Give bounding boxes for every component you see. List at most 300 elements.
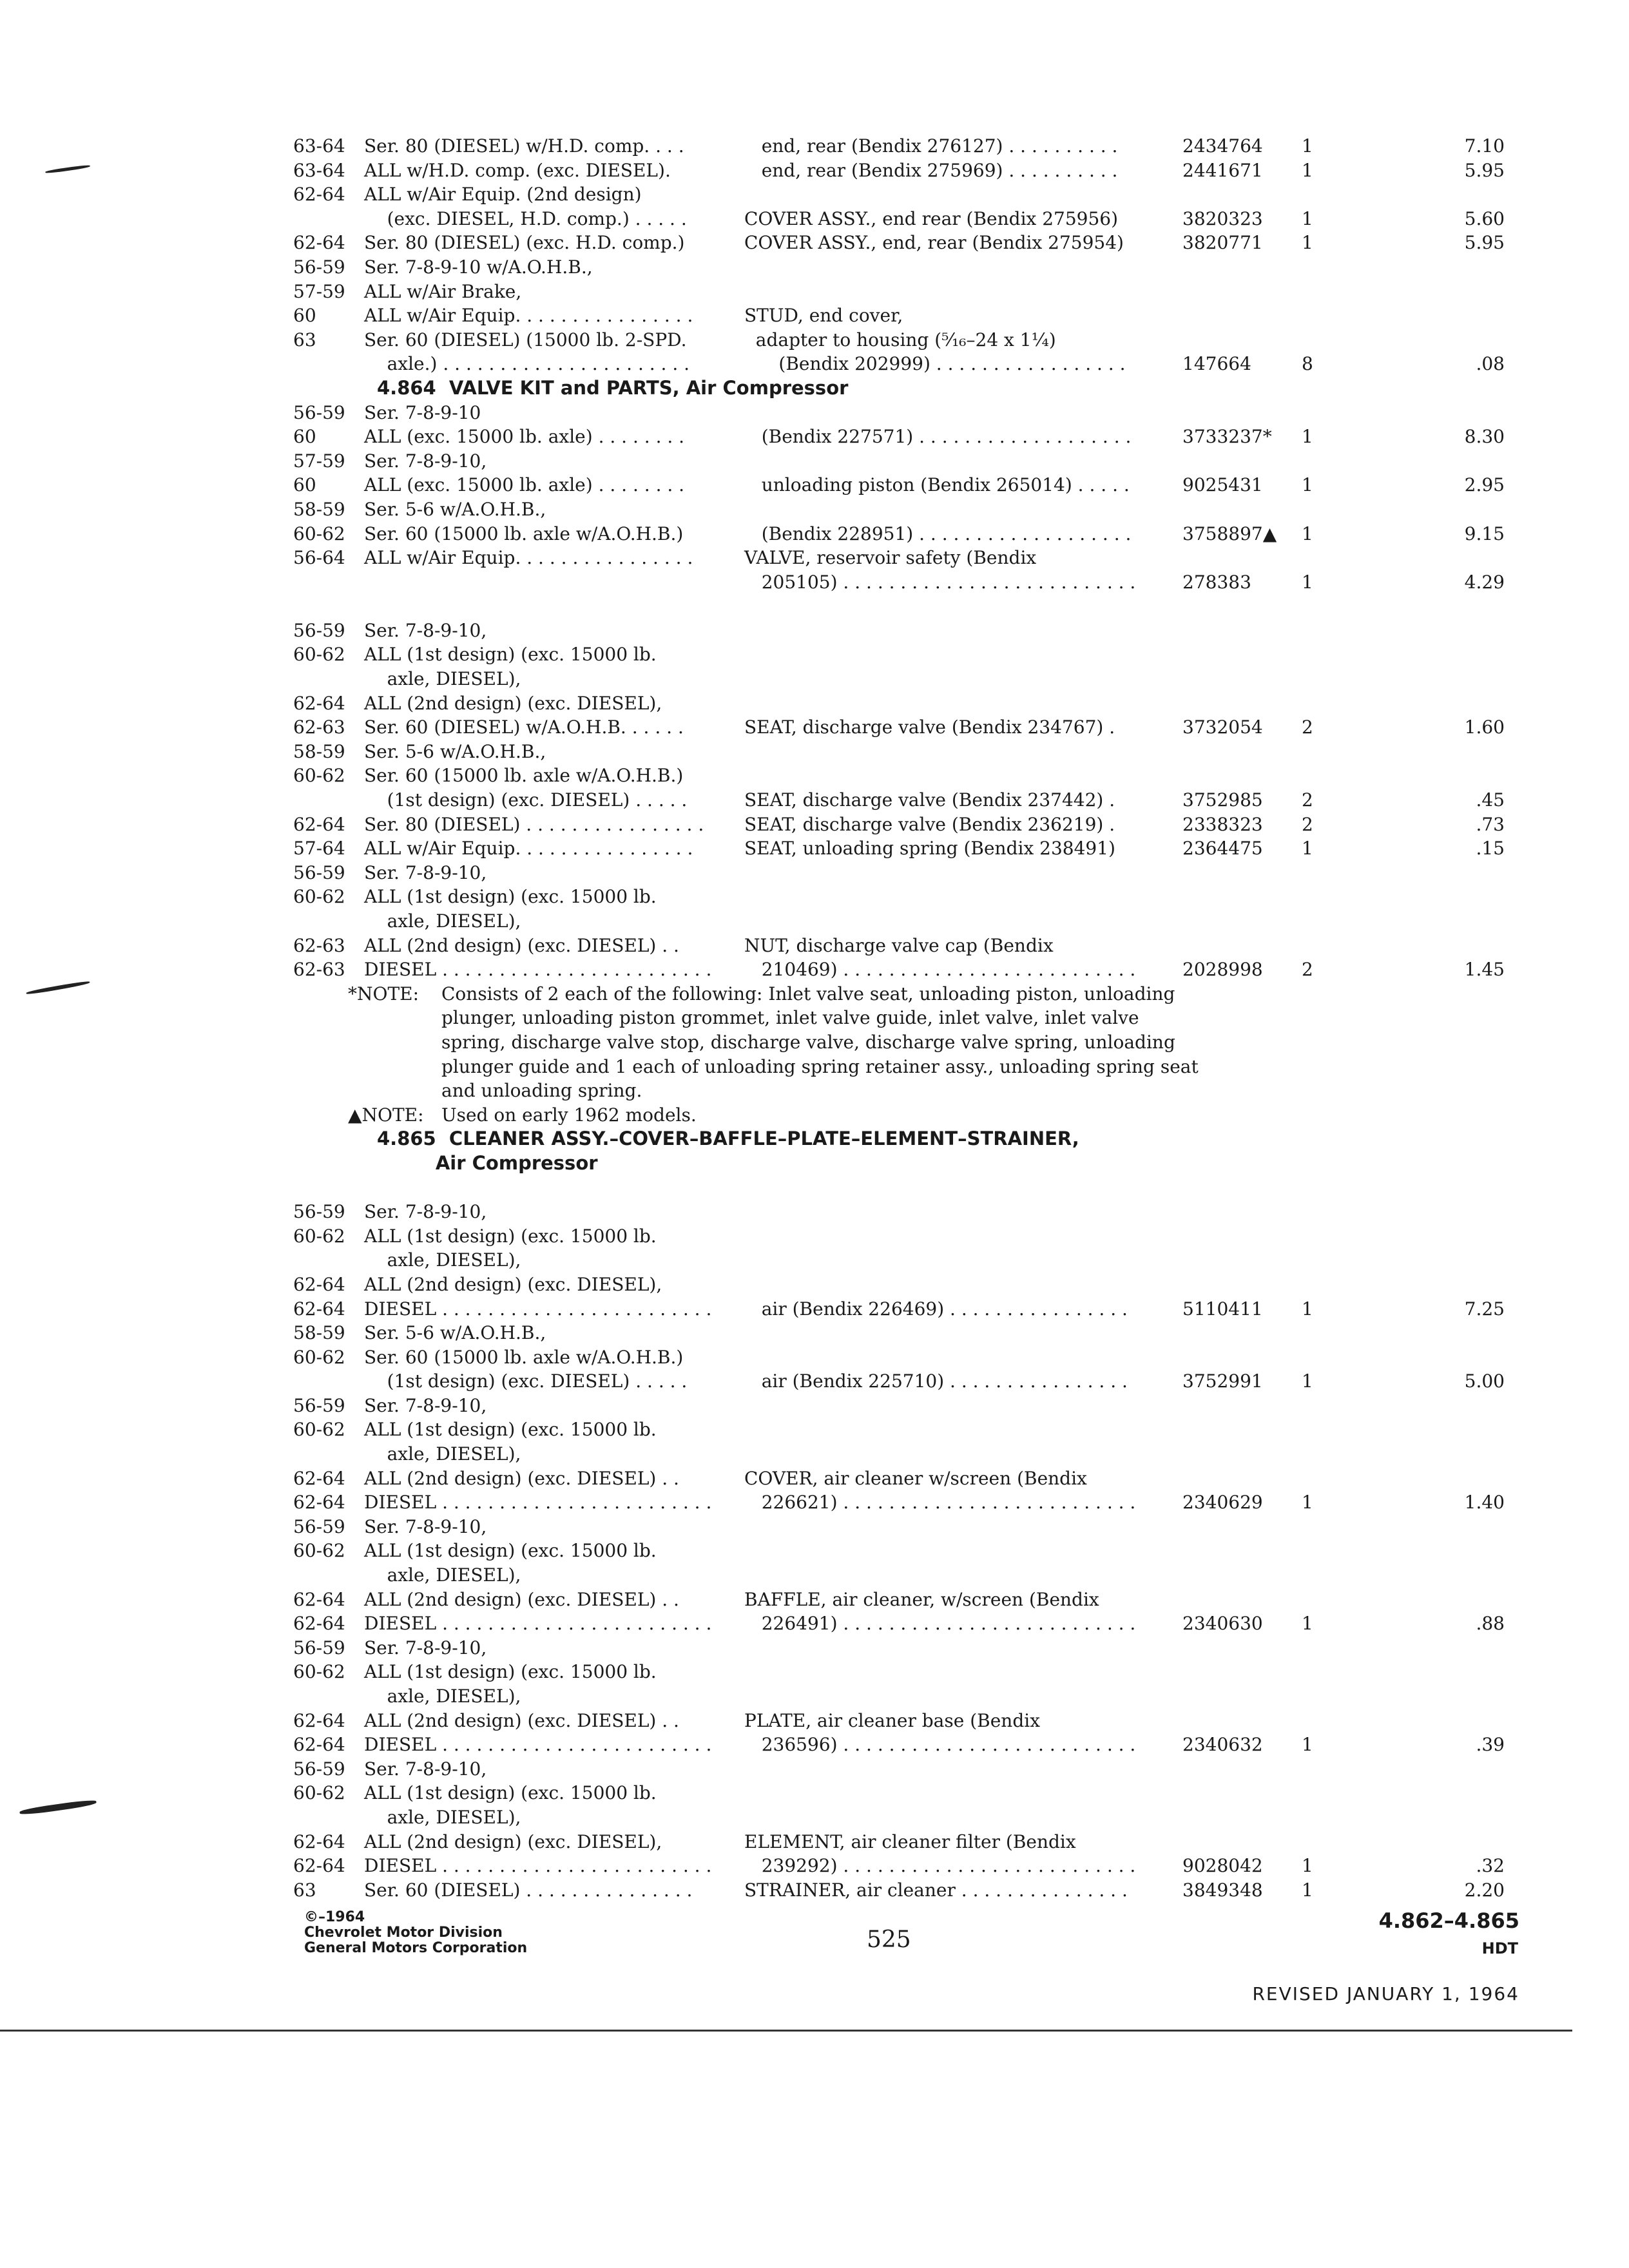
model-years: 62-63 bbox=[293, 934, 345, 956]
application: Ser. 7-8-9-10, bbox=[364, 619, 487, 641]
model-years: 62-64 bbox=[293, 1298, 345, 1320]
table-row bbox=[293, 1297, 1530, 1321]
application: DIESEL . . . . . . . . . . . . . . . . . . . . . . . . bbox=[364, 959, 712, 981]
part-number: 2340629 bbox=[1182, 1492, 1263, 1514]
corporation-name: General Motors Corporation bbox=[304, 1940, 528, 1956]
model-years: 60-62 bbox=[293, 1661, 345, 1683]
part-name: COVER, air cleaner w/screen (Bendix bbox=[744, 1467, 1087, 1489]
application: DIESEL . . . . . . . . . . . . . . . . . . . . . . . . bbox=[364, 1298, 712, 1320]
part-number: 2340630 bbox=[1182, 1613, 1263, 1635]
quantity: 1 bbox=[1302, 207, 1313, 229]
application: Ser. 60 (15000 lb. axle w/A.O.H.B.) bbox=[364, 1346, 684, 1368]
quantity: 1 bbox=[1302, 232, 1313, 254]
section-heading bbox=[293, 1127, 1530, 1151]
table-row bbox=[293, 303, 1530, 328]
parts-list bbox=[293, 134, 1530, 1902]
model-years: 60-62 bbox=[293, 1346, 345, 1368]
model-years: 63 bbox=[293, 329, 316, 351]
list-price: 5.60 bbox=[1464, 207, 1505, 229]
quantity: 1 bbox=[1302, 523, 1313, 544]
table-row bbox=[293, 159, 1530, 183]
application: ALL (exc. 15000 lb. axle) . . . . . . . . bbox=[364, 474, 685, 496]
model-years: 56-59 bbox=[293, 1394, 345, 1416]
scan-mark bbox=[26, 980, 90, 995]
application: ALL w/Air Brake, bbox=[364, 280, 522, 302]
part-number: 3752991 bbox=[1182, 1370, 1263, 1392]
quantity: 1 bbox=[1302, 571, 1313, 593]
model-years: 62-63 bbox=[293, 716, 345, 738]
table-row bbox=[293, 1709, 1530, 1733]
application: ALL (1st design) (exc. 15000 lb. bbox=[364, 1782, 657, 1804]
part-name: SEAT, unloading spring (Bendix 238491) bbox=[744, 838, 1115, 860]
application: ALL (2nd design) (exc. DIESEL), bbox=[364, 1831, 662, 1852]
application: ALL (2nd design) (exc. DIESEL) . . bbox=[364, 1709, 679, 1731]
quantity: 2 bbox=[1302, 813, 1313, 835]
note-text: and unloading spring. bbox=[441, 1080, 642, 1102]
spacer-row bbox=[293, 594, 1530, 619]
part-number: 3758897▲ bbox=[1182, 523, 1277, 544]
table-row bbox=[293, 449, 1530, 474]
part-name: air (Bendix 226469) . . . . . . . . . . . . . . . . bbox=[744, 1298, 1128, 1320]
part-name: 226621) . . . . . . . . . . . . . . . . . . . . . . . . . . bbox=[744, 1492, 1136, 1514]
table-row bbox=[293, 1539, 1530, 1563]
table-row bbox=[293, 1345, 1530, 1370]
table-row bbox=[293, 231, 1530, 255]
page-number: 525 bbox=[867, 1927, 911, 1953]
quantity: 1 bbox=[1302, 1492, 1313, 1514]
part-name: 205105) . . . . . . . . . . . . . . . . . . . . . . . . . . bbox=[744, 571, 1136, 593]
table-row bbox=[293, 207, 1530, 231]
part-name: 236596) . . . . . . . . . . . . . . . . . . . . . . . . . . bbox=[744, 1734, 1136, 1756]
part-number: 3820323 bbox=[1182, 207, 1263, 229]
model-years: 58-59 bbox=[293, 740, 345, 762]
part-name: NUT, discharge valve cap (Bendix bbox=[744, 934, 1054, 956]
application: Ser. 7-8-9-10, bbox=[364, 861, 487, 883]
list-price: 5.95 bbox=[1464, 159, 1505, 181]
application: Ser. 5-6 w/A.O.H.B., bbox=[364, 498, 546, 520]
model-years: 63-64 bbox=[293, 135, 345, 157]
application: ALL w/H.D. comp. (exc. DIESEL). bbox=[364, 159, 671, 181]
list-price: .15 bbox=[1476, 838, 1505, 860]
application: axle, DIESEL), bbox=[364, 1686, 521, 1707]
quantity: 1 bbox=[1302, 1879, 1313, 1901]
table-row bbox=[293, 1830, 1530, 1854]
application: Ser. 7-8-9-10, bbox=[364, 1394, 487, 1416]
note-line bbox=[293, 982, 1530, 1006]
application: axle, DIESEL), bbox=[364, 668, 521, 690]
application: (exc. DIESEL, H.D. comp.) . . . . . bbox=[364, 207, 687, 229]
application: ALL (1st design) (exc. 15000 lb. bbox=[364, 1540, 657, 1562]
table-row bbox=[293, 522, 1530, 546]
model-years: 60-62 bbox=[293, 1540, 345, 1562]
table-row bbox=[293, 1805, 1530, 1830]
quantity: 2 bbox=[1302, 789, 1313, 811]
model-years: 60 bbox=[293, 305, 316, 327]
part-number: 2441671 bbox=[1182, 159, 1263, 181]
model-years: 62-64 bbox=[293, 1855, 345, 1877]
note-text: Used on early 1962 models. bbox=[441, 1104, 697, 1126]
model-years: 62-64 bbox=[293, 1831, 345, 1852]
table-row bbox=[293, 328, 1530, 352]
scan-mark bbox=[19, 1799, 97, 1816]
application: ALL (1st design) (exc. 15000 lb. bbox=[364, 886, 657, 908]
section-heading bbox=[293, 1151, 1530, 1176]
quantity: 1 bbox=[1302, 474, 1313, 496]
list-price: 5.00 bbox=[1464, 1370, 1505, 1392]
model-years: 56-64 bbox=[293, 547, 345, 569]
application: Ser. 60 (DIESEL) . . . . . . . . . . . . . . . bbox=[364, 1879, 693, 1901]
part-name: 210469) . . . . . . . . . . . . . . . . . . . . . . . . . . bbox=[744, 959, 1136, 981]
table-row bbox=[293, 1515, 1530, 1539]
part-name: ELEMENT, air cleaner filter (Bendix bbox=[744, 1831, 1076, 1852]
table-row bbox=[293, 812, 1530, 837]
table-row bbox=[293, 1611, 1530, 1636]
note-line bbox=[293, 1103, 1530, 1128]
model-years: 58-59 bbox=[293, 498, 345, 520]
application: Ser. 80 (DIESEL) (exc. H.D. comp.) bbox=[364, 232, 685, 254]
part-name: STUD, end cover, bbox=[744, 305, 903, 327]
table-row bbox=[293, 182, 1530, 207]
model-years: 57-64 bbox=[293, 838, 345, 860]
application: DIESEL . . . . . . . . . . . . . . . . . . . . . . . . bbox=[364, 1734, 712, 1756]
table-row bbox=[293, 1757, 1530, 1782]
table-row bbox=[293, 352, 1530, 376]
table-row bbox=[293, 1878, 1530, 1903]
quantity: 1 bbox=[1302, 1370, 1313, 1392]
list-price: 4.29 bbox=[1464, 571, 1505, 593]
quantity: 1 bbox=[1302, 1298, 1313, 1320]
application: ALL (2nd design) (exc. DIESEL) . . bbox=[364, 934, 679, 956]
model-years: 56-59 bbox=[293, 619, 345, 641]
list-price: 8.30 bbox=[1464, 426, 1505, 448]
model-years: 62-64 bbox=[293, 184, 345, 206]
part-number: 278383 bbox=[1182, 571, 1251, 593]
application: axle, DIESEL), bbox=[364, 1564, 521, 1586]
application: ALL (2nd design) (exc. DIESEL) . . bbox=[364, 1467, 679, 1489]
table-row bbox=[293, 255, 1530, 280]
application: ALL (1st design) (exc. 15000 lb. bbox=[364, 1225, 657, 1247]
table-row bbox=[293, 1418, 1530, 1442]
model-years: 63 bbox=[293, 1879, 316, 1901]
part-number: 2338323 bbox=[1182, 813, 1263, 835]
part-number: 3733237* bbox=[1182, 426, 1272, 448]
quantity: 1 bbox=[1302, 838, 1313, 860]
model-years: 60 bbox=[293, 474, 316, 496]
list-price: 1.45 bbox=[1464, 959, 1505, 981]
quantity: 2 bbox=[1302, 716, 1313, 738]
part-number: 2340632 bbox=[1182, 1734, 1263, 1756]
note-line bbox=[293, 1079, 1530, 1103]
part-name: STRAINER, air cleaner . . . . . . . . . . . . . . . bbox=[744, 1879, 1128, 1901]
part-name: BAFFLE, air cleaner, w/screen (Bendix bbox=[744, 1588, 1099, 1610]
list-price: .45 bbox=[1476, 789, 1505, 811]
model-years: 56-59 bbox=[293, 256, 345, 278]
table-row bbox=[293, 425, 1530, 449]
list-price: .39 bbox=[1476, 1734, 1505, 1756]
table-row bbox=[293, 1563, 1530, 1588]
table-row bbox=[293, 619, 1530, 643]
table-row bbox=[293, 642, 1530, 667]
table-row bbox=[293, 1854, 1530, 1878]
model-years: 56-59 bbox=[293, 1201, 345, 1223]
table-row bbox=[293, 764, 1530, 788]
part-number: 2364475 bbox=[1182, 838, 1263, 860]
quantity: 1 bbox=[1302, 426, 1313, 448]
model-years: 56-59 bbox=[293, 1637, 345, 1658]
model-years: 56-59 bbox=[293, 401, 345, 423]
list-price: 2.20 bbox=[1464, 1879, 1505, 1901]
list-price: 7.25 bbox=[1464, 1298, 1505, 1320]
model-years: 62-64 bbox=[293, 813, 345, 835]
model-years: 63-64 bbox=[293, 159, 345, 181]
part-name: end, rear (Bendix 276127) . . . . . . . . . . bbox=[744, 135, 1118, 157]
table-row bbox=[293, 1588, 1530, 1612]
model-years: 56-59 bbox=[293, 1758, 345, 1780]
list-price: 9.15 bbox=[1464, 523, 1505, 544]
table-row bbox=[293, 1466, 1530, 1491]
part-name: SEAT, discharge valve (Bendix 236219) . bbox=[744, 813, 1115, 835]
model-years: 60-62 bbox=[293, 1782, 345, 1804]
table-row bbox=[293, 885, 1530, 909]
application: Ser. 80 (DIESEL) w/H.D. comp. . . . bbox=[364, 135, 684, 157]
note-text: plunger, unloading piston grommet, inlet valve guide, inlet valve, inlet valve bbox=[441, 1007, 1139, 1029]
section-range: 4.862–4.865 bbox=[1378, 1908, 1519, 1933]
application: Ser. 7-8-9-10, bbox=[364, 1201, 487, 1223]
quantity: 1 bbox=[1302, 1734, 1313, 1756]
part-name: (Bendix 227571) . . . . . . . . . . . . . . . . . . . bbox=[744, 426, 1132, 448]
application: Ser. 5-6 w/A.O.H.B., bbox=[364, 1322, 546, 1344]
application: axle, DIESEL), bbox=[364, 1806, 521, 1828]
model-years: 62-64 bbox=[293, 1273, 345, 1295]
part-name: VALVE, reservoir safety (Bendix bbox=[744, 547, 1037, 569]
quantity: 2 bbox=[1302, 959, 1313, 981]
table-row bbox=[293, 1394, 1530, 1418]
model-years: 62-64 bbox=[293, 1613, 345, 1635]
table-row bbox=[293, 497, 1530, 522]
part-number: 2434764 bbox=[1182, 135, 1263, 157]
application: Ser. 7-8-9-10 w/A.O.H.B., bbox=[364, 256, 593, 278]
table-row bbox=[293, 691, 1530, 716]
note-text: plunger guide and 1 each of unloading spring retainer assy., unloading spring seat bbox=[441, 1055, 1199, 1077]
application: ALL (exc. 15000 lb. axle) . . . . . . . . bbox=[364, 426, 685, 448]
table-row bbox=[293, 1636, 1530, 1660]
application: Ser. 60 (DIESEL) (15000 lb. 2-SPD. bbox=[364, 329, 687, 351]
part-number: 5110411 bbox=[1182, 1298, 1263, 1320]
part-name: (Bendix 228951) . . . . . . . . . . . . . . . . . . . bbox=[744, 523, 1132, 544]
part-name: unloading piston (Bendix 265014) . . . . . bbox=[744, 474, 1130, 496]
model-years: 60 bbox=[293, 426, 316, 448]
table-row bbox=[293, 1273, 1530, 1297]
part-name: COVER ASSY., end, rear (Bendix 275954) bbox=[744, 232, 1124, 254]
part-number: 9028042 bbox=[1182, 1855, 1263, 1877]
application: ALL (1st design) (exc. 15000 lb. bbox=[364, 644, 657, 666]
model-years: 62-64 bbox=[293, 1492, 345, 1514]
part-number: 3732054 bbox=[1182, 716, 1263, 738]
part-number: 147664 bbox=[1182, 353, 1251, 375]
application: ALL (1st design) (exc. 15000 lb. bbox=[364, 1661, 657, 1683]
part-name: SEAT, discharge valve (Bendix 237442) . bbox=[744, 789, 1115, 811]
application: DIESEL . . . . . . . . . . . . . . . . . . . . . . . . bbox=[364, 1492, 712, 1514]
list-price: .32 bbox=[1476, 1855, 1505, 1877]
quantity: 8 bbox=[1302, 353, 1313, 375]
part-name: air (Bendix 225710) . . . . . . . . . . . . . . . . bbox=[744, 1370, 1128, 1392]
section-title: 4.865 CLEANER ASSY.–COVER–BAFFLE–PLATE–ELEMENT–STRAINER, bbox=[377, 1128, 1079, 1150]
part-number: 3820771 bbox=[1182, 232, 1263, 254]
table-row bbox=[293, 1442, 1530, 1466]
part-name: 239292) . . . . . . . . . . . . . . . . . . . . . . . . . . bbox=[744, 1855, 1136, 1877]
part-name: (Bendix 202999) . . . . . . . . . . . . . . . . . bbox=[744, 353, 1126, 375]
table-row bbox=[293, 570, 1530, 595]
table-row bbox=[293, 1660, 1530, 1684]
application: Ser. 60 (15000 lb. axle w/A.O.H.B.) bbox=[364, 523, 684, 544]
application: (1st design) (exc. DIESEL) . . . . . bbox=[364, 1370, 688, 1392]
table-row bbox=[293, 1684, 1530, 1709]
section-heading bbox=[293, 376, 1530, 401]
model-years: 62-64 bbox=[293, 1588, 345, 1610]
model-years: 56-59 bbox=[293, 1515, 345, 1537]
application: ALL (2nd design) (exc. DIESEL) . . bbox=[364, 1588, 679, 1610]
application: Ser. 7-8-9-10, bbox=[364, 1758, 487, 1780]
model-years: 56-59 bbox=[293, 861, 345, 883]
quantity: 1 bbox=[1302, 1613, 1313, 1635]
application: DIESEL . . . . . . . . . . . . . . . . . . . . . . . . bbox=[364, 1855, 712, 1877]
table-row bbox=[293, 401, 1530, 425]
table-row bbox=[293, 1321, 1530, 1345]
part-number: 9025431 bbox=[1182, 474, 1263, 496]
application: axle.) . . . . . . . . . . . . . . . . . . . . . . bbox=[364, 353, 690, 375]
model-years: 60-62 bbox=[293, 644, 345, 666]
note-label: *NOTE: bbox=[348, 983, 419, 1004]
application: DIESEL . . . . . . . . . . . . . . . . . . . . . . . . bbox=[364, 1613, 712, 1635]
table-row bbox=[293, 280, 1530, 304]
model-years: 62-63 bbox=[293, 959, 345, 981]
application: Ser. 7-8-9-10, bbox=[364, 450, 487, 472]
application: Ser. 7-8-9-10 bbox=[364, 401, 481, 423]
table-row bbox=[293, 788, 1530, 812]
note-label: ▲NOTE: bbox=[348, 1104, 424, 1126]
application: ALL (2nd design) (exc. DIESEL), bbox=[364, 692, 662, 714]
part-number: 2028998 bbox=[1182, 959, 1263, 981]
application: Ser. 7-8-9-10, bbox=[364, 1515, 487, 1537]
application: Ser. 60 (15000 lb. axle w/A.O.H.B.) bbox=[364, 765, 684, 787]
model-years: 62-64 bbox=[293, 692, 345, 714]
model-years: 60-62 bbox=[293, 523, 345, 544]
part-name: adapter to housing (⁵⁄₁₆–24 x 1¼) bbox=[744, 329, 1056, 351]
quantity: 1 bbox=[1302, 1855, 1313, 1877]
scan-mark bbox=[45, 164, 90, 174]
section-title: Air Compressor bbox=[377, 1151, 598, 1174]
note-line bbox=[293, 1055, 1530, 1079]
part-name: PLATE, air cleaner base (Bendix bbox=[744, 1709, 1040, 1731]
table-row bbox=[293, 740, 1530, 764]
application: ALL (2nd design) (exc. DIESEL), bbox=[364, 1273, 662, 1295]
part-name: COVER ASSY., end rear (Bendix 275956) bbox=[744, 207, 1119, 229]
application: Ser. 5-6 w/A.O.H.B., bbox=[364, 740, 546, 762]
table-row bbox=[293, 667, 1530, 691]
table-row bbox=[293, 1490, 1530, 1515]
table-row bbox=[293, 1200, 1530, 1224]
model-years: 58-59 bbox=[293, 1322, 345, 1344]
part-name: 226491) . . . . . . . . . . . . . . . . . . . . . . . . . . bbox=[744, 1613, 1136, 1635]
table-row bbox=[293, 715, 1530, 740]
list-price: .08 bbox=[1476, 353, 1505, 375]
application: ALL w/Air Equip. . . . . . . . . . . . . . . . bbox=[364, 305, 693, 327]
model-years: 62-64 bbox=[293, 232, 345, 254]
copyright: ©–1964 bbox=[304, 1909, 365, 1925]
list-price: .73 bbox=[1476, 813, 1505, 835]
model-years: 57-59 bbox=[293, 450, 345, 472]
table-row bbox=[293, 957, 1530, 982]
list-price: 7.10 bbox=[1464, 135, 1505, 157]
model-years: 60-62 bbox=[293, 886, 345, 908]
part-number: 3849348 bbox=[1182, 1879, 1263, 1901]
model-years: 60-62 bbox=[293, 765, 345, 787]
model-years: 57-59 bbox=[293, 280, 345, 302]
application: (1st design) (exc. DIESEL) . . . . . bbox=[364, 789, 688, 811]
table-row bbox=[293, 1248, 1530, 1273]
section-title: 4.864 VALVE KIT and PARTS, Air Compressor bbox=[377, 376, 849, 399]
application: axle, DIESEL), bbox=[364, 1443, 521, 1465]
note-text: spring, discharge valve stop, discharge valve, discharge valve spring, unloading bbox=[441, 1031, 1175, 1053]
section-code: HDT bbox=[1481, 1939, 1518, 1957]
note-text: Consists of 2 each of the following: Inlet valve seat, unloading piston, unloading bbox=[441, 983, 1175, 1004]
bottom-rule bbox=[0, 2030, 1572, 2032]
spacer-row bbox=[293, 1176, 1530, 1200]
publisher-block bbox=[304, 1910, 527, 1956]
model-years: 62-64 bbox=[293, 1467, 345, 1489]
application: ALL w/Air Equip. (2nd design) bbox=[364, 184, 642, 206]
table-row bbox=[293, 934, 1530, 958]
list-price: 1.60 bbox=[1464, 716, 1505, 738]
part-name: SEAT, discharge valve (Bendix 234767) . bbox=[744, 716, 1115, 738]
part-name: end, rear (Bendix 275969) . . . . . . . . . . bbox=[744, 159, 1118, 181]
model-years: 62-64 bbox=[293, 1734, 345, 1756]
quantity: 1 bbox=[1302, 159, 1313, 181]
table-row bbox=[293, 134, 1530, 159]
table-row bbox=[293, 836, 1530, 861]
division-name: Chevrolet Motor Division bbox=[304, 1925, 503, 1941]
application: ALL w/Air Equip. . . . . . . . . . . . . . . . bbox=[364, 547, 693, 569]
application: Ser. 60 (DIESEL) w/A.O.H.B. . . . . . bbox=[364, 716, 684, 738]
quantity: 1 bbox=[1302, 135, 1313, 157]
list-price: 1.40 bbox=[1464, 1492, 1505, 1514]
model-years: 60-62 bbox=[293, 1419, 345, 1441]
table-row bbox=[293, 546, 1530, 570]
note-line bbox=[293, 1006, 1530, 1030]
table-row bbox=[293, 1224, 1530, 1249]
model-years: 62-64 bbox=[293, 1709, 345, 1731]
list-price: 5.95 bbox=[1464, 232, 1505, 254]
note-line bbox=[293, 1030, 1530, 1055]
application: axle, DIESEL), bbox=[364, 910, 521, 932]
list-price: .88 bbox=[1476, 1613, 1505, 1635]
application: Ser. 80 (DIESEL) . . . . . . . . . . . . . . . . bbox=[364, 813, 704, 835]
application: ALL w/Air Equip. . . . . . . . . . . . . . . . bbox=[364, 838, 693, 860]
table-row bbox=[293, 861, 1530, 885]
model-years: 60-62 bbox=[293, 1225, 345, 1247]
list-price: 2.95 bbox=[1464, 474, 1505, 496]
table-row bbox=[293, 473, 1530, 497]
table-row bbox=[293, 1781, 1530, 1805]
application: Ser. 7-8-9-10, bbox=[364, 1637, 487, 1658]
part-number: 3752985 bbox=[1182, 789, 1263, 811]
application: axle, DIESEL), bbox=[364, 1249, 521, 1271]
table-row bbox=[293, 909, 1530, 934]
table-row bbox=[293, 1369, 1530, 1394]
application: ALL (1st design) (exc. 15000 lb. bbox=[364, 1419, 657, 1441]
revision-date: REVISED JANUARY 1, 1964 bbox=[1252, 1983, 1519, 2004]
table-row bbox=[293, 1733, 1530, 1757]
